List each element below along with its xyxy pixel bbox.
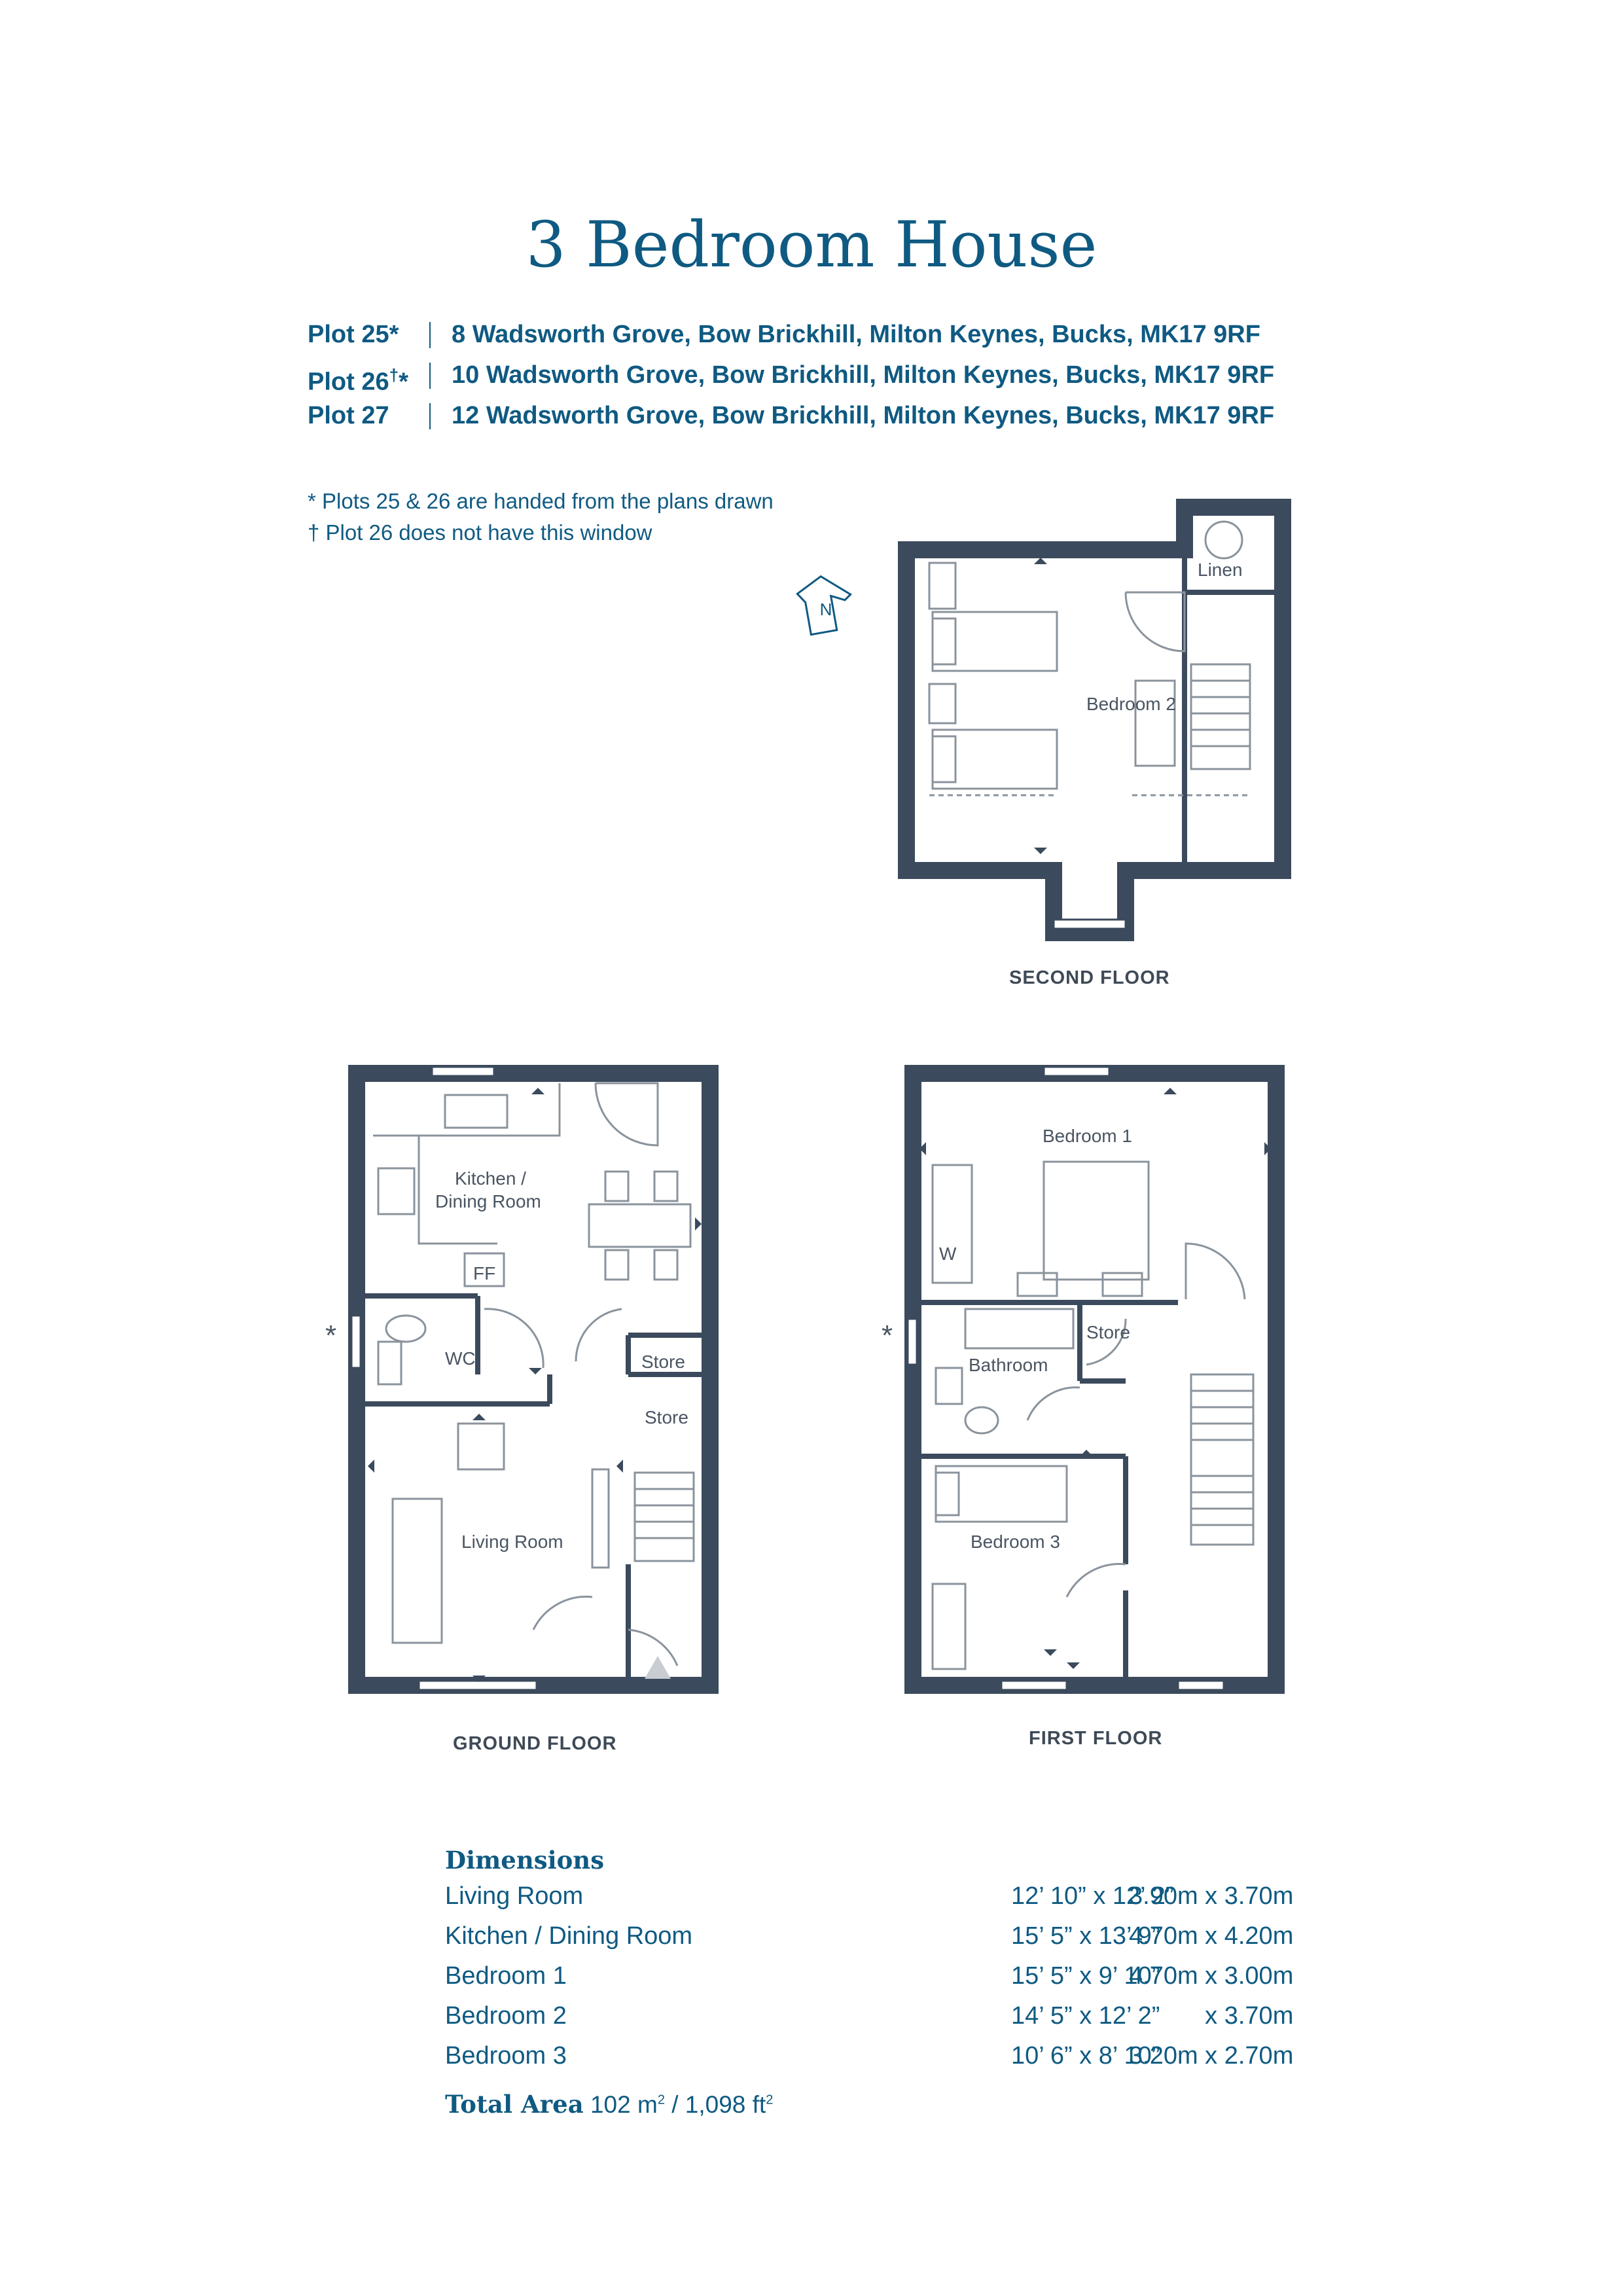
total-area-separator: / xyxy=(664,2091,685,2118)
total-area-label: Total Area xyxy=(445,2090,584,2119)
room-label-living-room: Living Room xyxy=(461,1532,563,1552)
room-label-kitchen: Kitchen / xyxy=(455,1168,526,1189)
total-area-imperial: 1,098 ft xyxy=(685,2091,766,2118)
plot-label: Plot 27 xyxy=(308,402,389,429)
dimension-imperial: 10’ 6” x 8’ 10” xyxy=(1011,2042,1160,2070)
plot-address: 12 Wadsworth Grove, Bow Brickhill, Milton Keynes, Bucks, MK17 9RF xyxy=(452,402,1275,429)
footnote-handed: * Plots 25 & 26 are handed from the plans drawn xyxy=(308,489,774,513)
room-label-bathroom: Bathroom xyxy=(969,1355,1048,1375)
dimension-metric: 4.70m x 4.20m xyxy=(1129,1922,1294,1950)
total-area-metric: 102 m xyxy=(590,2091,658,2118)
second-floor-label: SECOND FLOOR xyxy=(1009,967,1170,988)
dimension-metric: x 3.70m xyxy=(1205,2002,1294,2030)
dimension-room: Kitchen / Dining Room xyxy=(445,1922,693,1950)
page-title: 3 Bedroom House xyxy=(526,208,1097,281)
room-label-store-2: Store xyxy=(645,1407,688,1427)
dimension-metric: 3.20m x 2.70m xyxy=(1129,2042,1294,2070)
room-label-wc: WC xyxy=(445,1348,476,1369)
dimension-room: Living Room xyxy=(445,1882,584,1910)
dimension-room: Bedroom 1 xyxy=(445,1962,567,1990)
room-label-ff: FF xyxy=(473,1263,496,1283)
dimension-imperial: 15’ 5” x 9’ 10” xyxy=(1011,1962,1160,1990)
second-floor-plan xyxy=(906,507,1283,933)
plot-label: Plot 25* xyxy=(308,321,399,348)
dimension-imperial: 12’ 10” x 12’ 2” xyxy=(1011,1882,1174,1910)
dimension-row xyxy=(445,2002,1294,2042)
room-label-bedroom-1: Bedroom 1 xyxy=(1043,1126,1132,1146)
window-marker: * xyxy=(325,1319,337,1352)
plot-address: 8 Wadsworth Grove, Bow Brickhill, Milton Keynes, Bucks, MK17 9RF xyxy=(452,321,1260,348)
dimensions-heading: Dimensions xyxy=(445,1846,605,1874)
room-label-dining: Dining Room xyxy=(435,1191,541,1211)
dimension-row xyxy=(445,1962,1294,2002)
dimension-metric: 4.70m x 3.00m xyxy=(1129,1962,1294,1990)
room-label-store: Store xyxy=(1086,1322,1130,1342)
dimension-metric: 3.90m x 3.70m xyxy=(1129,1882,1294,1910)
footnote-window: † Plot 26 does not have this window xyxy=(308,520,652,545)
dimension-room: Bedroom 3 xyxy=(445,2042,567,2070)
total-area-imperial-unit-power: 2 xyxy=(766,2092,774,2108)
dimension-row xyxy=(445,1922,1294,1962)
plot-dagger: † xyxy=(389,365,399,385)
room-label-linen: Linen xyxy=(1198,560,1243,580)
north-compass-icon xyxy=(795,572,857,636)
window-marker: * xyxy=(882,1319,893,1352)
dimension-imperial: 15’ 5” x 13’ 9” xyxy=(1011,1922,1160,1950)
dimension-room: Bedroom 2 xyxy=(445,2002,567,2030)
ground-floor-plan xyxy=(325,1067,710,1690)
plot-address: 10 Wadsworth Grove, Bow Brickhill, Milton Keynes, Bucks, MK17 9RF xyxy=(452,361,1275,389)
room-label-wardrobe: W xyxy=(939,1244,957,1264)
room-label-bedroom-3: Bedroom 3 xyxy=(971,1532,1060,1552)
dimensions-table xyxy=(445,1846,1294,2119)
dimension-imperial: 14’ 5” x 12’ 2” xyxy=(1011,2002,1160,2030)
plot-asterisk: * xyxy=(399,368,408,396)
compass-letter: N xyxy=(819,600,832,619)
room-label-bedroom-2: Bedroom 2 xyxy=(1086,694,1176,714)
total-area-metric-unit-power: 2 xyxy=(657,2092,665,2108)
total-area xyxy=(445,2090,773,2119)
plot-label-main: Plot 26 xyxy=(308,368,389,396)
first-floor-label: FIRST FLOOR xyxy=(1029,1728,1163,1749)
ground-floor-label: GROUND FLOOR xyxy=(453,1733,617,1754)
room-label-store-1: Store xyxy=(641,1352,685,1372)
first-floor-plan xyxy=(882,1067,1276,1690)
dimension-row xyxy=(445,2042,1294,2082)
dimension-row xyxy=(445,1882,1294,1922)
